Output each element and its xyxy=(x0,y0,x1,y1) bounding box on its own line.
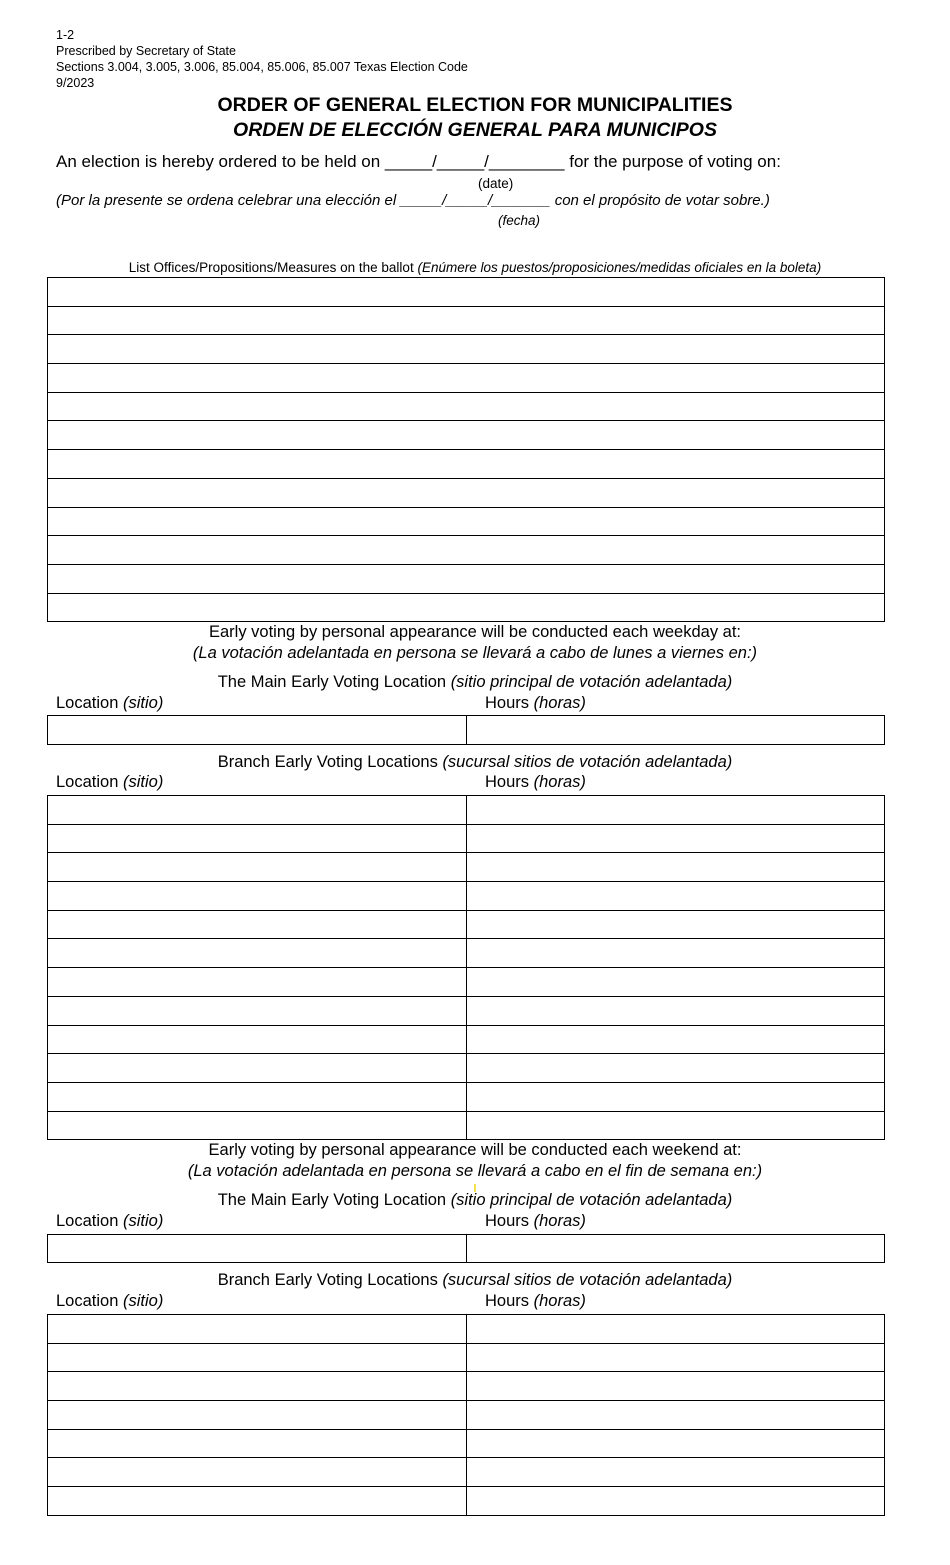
weekday-branch-locations-table xyxy=(47,795,885,1140)
hours-column-label: Hours (horas) xyxy=(485,1292,586,1310)
weekend-main-location-label: The Main Early Voting Location (sitio principal de votación adelantada) xyxy=(217,1191,733,1209)
table-row xyxy=(48,882,885,911)
weekday-branch-locations-label: Branch Early Voting Locations (sucursal sitios de votación adelantada) xyxy=(217,753,733,771)
table-row xyxy=(48,1082,885,1111)
location-cell[interactable] xyxy=(48,1487,467,1516)
hours-cell[interactable] xyxy=(467,1235,885,1263)
prescribed-by: Prescribed by Secretary of State xyxy=(56,44,236,58)
table-row xyxy=(48,593,885,622)
location-cell[interactable] xyxy=(48,939,467,968)
table-row xyxy=(48,450,885,479)
hours-column-label: Hours (horas) xyxy=(485,694,586,712)
table-row xyxy=(48,278,885,307)
table-row xyxy=(48,853,885,882)
office-entry-cell[interactable] xyxy=(48,335,885,364)
office-entry-cell[interactable] xyxy=(48,278,885,307)
hours-cell[interactable] xyxy=(467,1054,885,1083)
table-row xyxy=(48,507,885,536)
form-number: 1-2 xyxy=(56,28,75,42)
date-caption-spanish: (fecha) xyxy=(498,213,541,228)
offices-table xyxy=(47,277,885,622)
hours-cell[interactable] xyxy=(467,853,885,882)
table-row xyxy=(48,1315,885,1344)
weekend-main-location-table xyxy=(47,1234,885,1263)
location-cell[interactable] xyxy=(48,1054,467,1083)
weekday-heading: Early voting by personal appearance will be conducted each weekday at: xyxy=(209,623,741,641)
form-date: 9/2023 xyxy=(56,76,95,90)
office-entry-cell[interactable] xyxy=(48,593,885,622)
table-row xyxy=(48,306,885,335)
location-column-label: Location (sitio) xyxy=(56,773,164,791)
hours-cell[interactable] xyxy=(467,882,885,911)
location-column-label: Location (sitio) xyxy=(56,1292,164,1310)
location-column-label: Location (sitio) xyxy=(56,1212,164,1230)
table-row xyxy=(48,1111,885,1140)
hours-cell[interactable] xyxy=(467,939,885,968)
location-cell[interactable] xyxy=(48,1235,467,1263)
weekend-branch-locations-table xyxy=(47,1314,885,1516)
hours-cell[interactable] xyxy=(467,796,885,825)
table-row xyxy=(48,1054,885,1083)
table-row xyxy=(48,1458,885,1487)
weekday-main-location-table xyxy=(47,715,885,745)
page-title: ORDER OF GENERAL ELECTION FOR MUNICIPALITIES xyxy=(217,94,733,116)
hours-cell[interactable] xyxy=(467,1111,885,1140)
location-cell[interactable] xyxy=(48,1458,467,1487)
office-entry-cell[interactable] xyxy=(48,478,885,507)
location-cell[interactable] xyxy=(48,1082,467,1111)
office-entry-cell[interactable] xyxy=(48,536,885,565)
offices-list-label: List Offices/Propositions/Measures on the ballot (Enúmere los puestos/proposiciones/medidas oficiales en la boleta) xyxy=(128,260,822,275)
table-row xyxy=(48,1429,885,1458)
table-row xyxy=(48,478,885,507)
table-row xyxy=(48,421,885,450)
hours-cell[interactable] xyxy=(467,1401,885,1430)
hours-cell[interactable] xyxy=(467,1343,885,1372)
election-order-line: An election is hereby ordered to be held on _____/_____/________ for the purpose of voting on: xyxy=(56,152,781,171)
table-row xyxy=(48,536,885,565)
location-cell[interactable] xyxy=(48,910,467,939)
statute-sections: Sections 3.004, 3.005, 3.006, 85.004, 85.006, 85.007 Texas Election Code xyxy=(56,60,468,74)
table-row xyxy=(48,968,885,997)
table-row xyxy=(48,824,885,853)
table-row xyxy=(48,796,885,825)
table-row xyxy=(48,910,885,939)
location-cell[interactable] xyxy=(48,853,467,882)
office-entry-cell[interactable] xyxy=(48,507,885,536)
location-cell[interactable] xyxy=(48,968,467,997)
weekend-heading-spanish: (La votación adelantada en persona se llevará a cabo en el fin de semana en:) xyxy=(187,1162,763,1180)
location-cell[interactable] xyxy=(48,1315,467,1344)
hours-cell[interactable] xyxy=(467,1429,885,1458)
table-row xyxy=(48,1235,885,1263)
table-row xyxy=(48,392,885,421)
hours-cell[interactable] xyxy=(467,1025,885,1054)
hours-cell[interactable] xyxy=(467,824,885,853)
weekend-heading: Early voting by personal appearance will be conducted each weekend at: xyxy=(208,1141,742,1159)
table-row xyxy=(48,1343,885,1372)
hours-cell[interactable] xyxy=(467,910,885,939)
date-caption: (date) xyxy=(478,176,514,191)
weekday-main-location-label: The Main Early Voting Location (sitio principal de votación adelantada) xyxy=(217,673,733,691)
office-entry-cell[interactable] xyxy=(48,450,885,479)
table-row xyxy=(48,1025,885,1054)
office-entry-cell[interactable] xyxy=(48,564,885,593)
table-row xyxy=(48,364,885,393)
table-row xyxy=(48,1401,885,1430)
table-row xyxy=(48,1372,885,1401)
office-entry-cell[interactable] xyxy=(48,392,885,421)
table-row xyxy=(48,1487,885,1516)
location-cell[interactable] xyxy=(48,1401,467,1430)
table-row xyxy=(48,716,885,745)
hours-cell[interactable] xyxy=(467,1082,885,1111)
location-cell[interactable] xyxy=(48,1111,467,1140)
location-cell[interactable] xyxy=(48,996,467,1025)
hours-cell[interactable] xyxy=(467,1487,885,1516)
hours-column-label: Hours (horas) xyxy=(485,1212,586,1230)
location-cell[interactable] xyxy=(48,1343,467,1372)
election-order-line-spanish: (Por la presente se ordena celebrar una elección el _____/_____/_______ con el propósito de votar sobre.) xyxy=(56,192,770,209)
office-entry-cell[interactable] xyxy=(48,306,885,335)
location-cell[interactable] xyxy=(48,1372,467,1401)
hours-cell[interactable] xyxy=(467,1315,885,1344)
table-row xyxy=(48,335,885,364)
hours-cell[interactable] xyxy=(467,1458,885,1487)
hours-column-label: Hours (horas) xyxy=(485,773,586,791)
table-row xyxy=(48,939,885,968)
hours-cell[interactable] xyxy=(467,968,885,997)
location-cell[interactable] xyxy=(48,1429,467,1458)
office-entry-cell[interactable] xyxy=(48,421,885,450)
location-cell[interactable] xyxy=(48,716,467,745)
page-title-spanish: ORDEN DE ELECCIÓN GENERAL PARA MUNICIPOS xyxy=(233,119,717,141)
location-cell[interactable] xyxy=(48,824,467,853)
hours-cell[interactable] xyxy=(467,716,885,745)
location-cell[interactable] xyxy=(48,1025,467,1054)
location-cell[interactable] xyxy=(48,882,467,911)
weekday-heading-spanish: (La votación adelantada en persona se llevará a cabo de lunes a viernes en:) xyxy=(192,644,758,662)
location-cell[interactable] xyxy=(48,796,467,825)
office-entry-cell[interactable] xyxy=(48,364,885,393)
hours-cell[interactable] xyxy=(467,996,885,1025)
hours-cell[interactable] xyxy=(467,1372,885,1401)
table-row xyxy=(48,564,885,593)
weekend-branch-locations-label: Branch Early Voting Locations (sucursal sitios de votación adelantada) xyxy=(217,1271,733,1289)
table-row xyxy=(48,996,885,1025)
location-column-label: Location (sitio) xyxy=(56,694,164,712)
